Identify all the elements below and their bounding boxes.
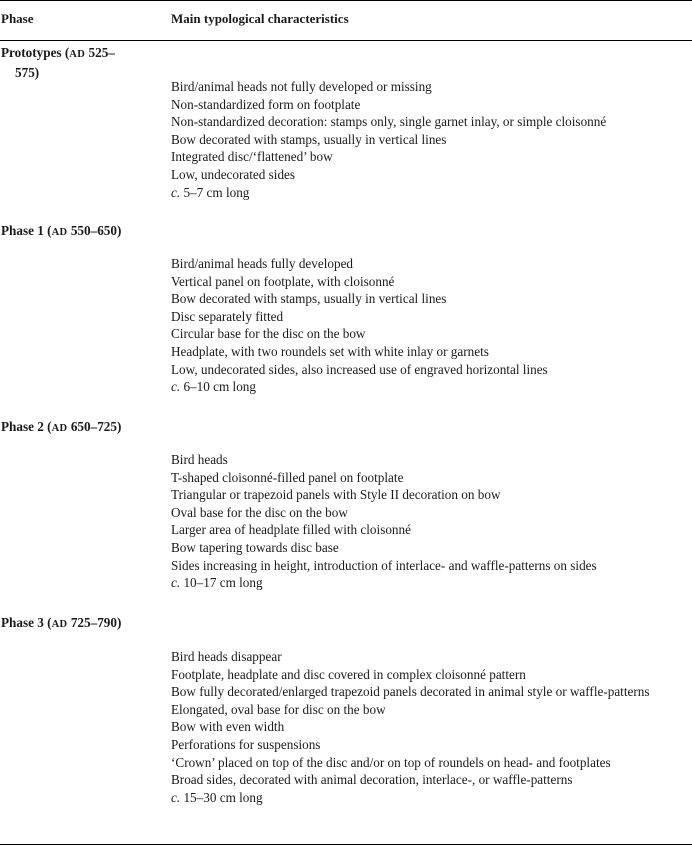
list-item: Circular base for the disc on the bow	[171, 326, 366, 342]
length-value: 10–17 cm long	[183, 575, 263, 591]
list-item: Elongated, oval base for disc on the bow	[171, 701, 386, 717]
header-rule	[0, 40, 692, 41]
list-item: Integrated disc/‘flattened’ bow	[171, 149, 333, 165]
phase-label-prototypes: Prototypes (AD 525– 575)	[1, 44, 156, 82]
list-item: Non-standardized decoration: stamps only, single garnet inlay, or simple cloisonné	[171, 114, 607, 130]
characteristics-list-phase-2	[171, 451, 686, 592]
list-item: Bow with even width	[171, 719, 285, 735]
list-item: Bow fully decorated/enlarged trapezoid panels decorated in animal style or waffle-patterns	[171, 684, 650, 700]
list-item: Vertical panel on footplate, with cloisonné	[171, 273, 395, 289]
list-item: Bird heads	[171, 452, 228, 467]
era-label: AD	[51, 423, 68, 434]
characteristics-list-phase-1	[171, 255, 686, 396]
length-value: 5–7 cm long	[183, 184, 250, 200]
list-item-length	[171, 378, 686, 396]
phase-label-phase-1: Phase 1 (AD 550–650)	[1, 223, 122, 238]
list-item: ‘Crown’ placed on top of the disc and/or on top of roundels on head- and footplates	[171, 754, 611, 770]
characteristics-list-prototypes	[171, 78, 686, 201]
phase-range: 725–790)	[70, 615, 122, 630]
phase-label-phase-2: Phase 2 (AD 650–725)	[1, 419, 122, 434]
list-item: Perforations for suspensions	[171, 736, 321, 752]
circa-abbrev: c.	[171, 789, 181, 805]
length-value: 15–30 cm long	[183, 789, 263, 805]
list-item-length	[171, 789, 686, 807]
column-header-characteristics: Main typological characteristics	[171, 11, 349, 26]
list-item: Triangular or trapezoid panels with Style II decoration on bow	[171, 487, 501, 503]
table-bottom-rule	[0, 844, 692, 845]
list-item: Sides increasing in height, introduction of interlace- and waffle-patterns on sides	[171, 557, 597, 573]
phase-range: 650–725)	[70, 419, 122, 434]
list-item: Broad sides, decorated with animal decoration, interlace-, or waffle-patterns	[171, 772, 573, 788]
list-item: Oval base for the disc on the bow	[171, 504, 348, 520]
phase-range-start: 525–	[88, 45, 115, 60]
circa-abbrev: c.	[171, 379, 181, 395]
list-item: Larger area of headplate filled with cloisonné	[171, 522, 411, 538]
list-item: Bird/animal heads not fully developed or missing	[171, 79, 432, 94]
list-item: T-shaped cloisonné-filled panel on footplate	[171, 469, 404, 485]
list-item: Low, undecorated sides	[171, 166, 296, 182]
characteristics-list-phase-3	[171, 648, 686, 806]
era-label: AD	[51, 227, 68, 238]
list-item: Bow decorated with stamps, usually in vertical lines	[171, 291, 447, 307]
phase-name: Phase 2	[1, 419, 44, 434]
list-item: Bird/animal heads fully developed	[171, 256, 354, 271]
list-item: Footplate, headplate and disc covered in complex cloisonné pattern	[171, 666, 526, 682]
phase-label-phase-3: Phase 3 (AD 725–790)	[1, 615, 122, 630]
list-item: Disc separately fitted	[171, 308, 284, 324]
list-item: Bow decorated with stamps, usually in vertical lines	[171, 131, 447, 147]
phase-range-end: 575)	[15, 65, 40, 80]
list-item-length	[171, 574, 686, 592]
era-label: AD	[69, 49, 86, 60]
list-item: Low, undecorated sides, also increased use of engraved horizontal lines	[171, 361, 548, 377]
phase-name: Phase 1	[1, 223, 44, 238]
circa-abbrev: c.	[171, 575, 181, 591]
table-top-rule	[0, 0, 692, 1]
phase-name: Phase 3	[1, 615, 44, 630]
phase-range: 550–650)	[70, 223, 122, 238]
list-item: Non-standardized form on footplate	[171, 96, 361, 112]
list-item-length	[171, 184, 686, 202]
era-label: AD	[51, 619, 68, 630]
phase-name: Prototypes	[1, 45, 62, 60]
list-item: Bow tapering towards disc base	[171, 539, 339, 555]
list-item: Headplate, with two roundels set with white inlay or garnets	[171, 343, 489, 359]
length-value: 6–10 cm long	[183, 379, 256, 395]
column-header-phase: Phase	[1, 11, 34, 26]
list-item: Bird heads disappear	[171, 649, 282, 664]
circa-abbrev: c.	[171, 184, 181, 200]
